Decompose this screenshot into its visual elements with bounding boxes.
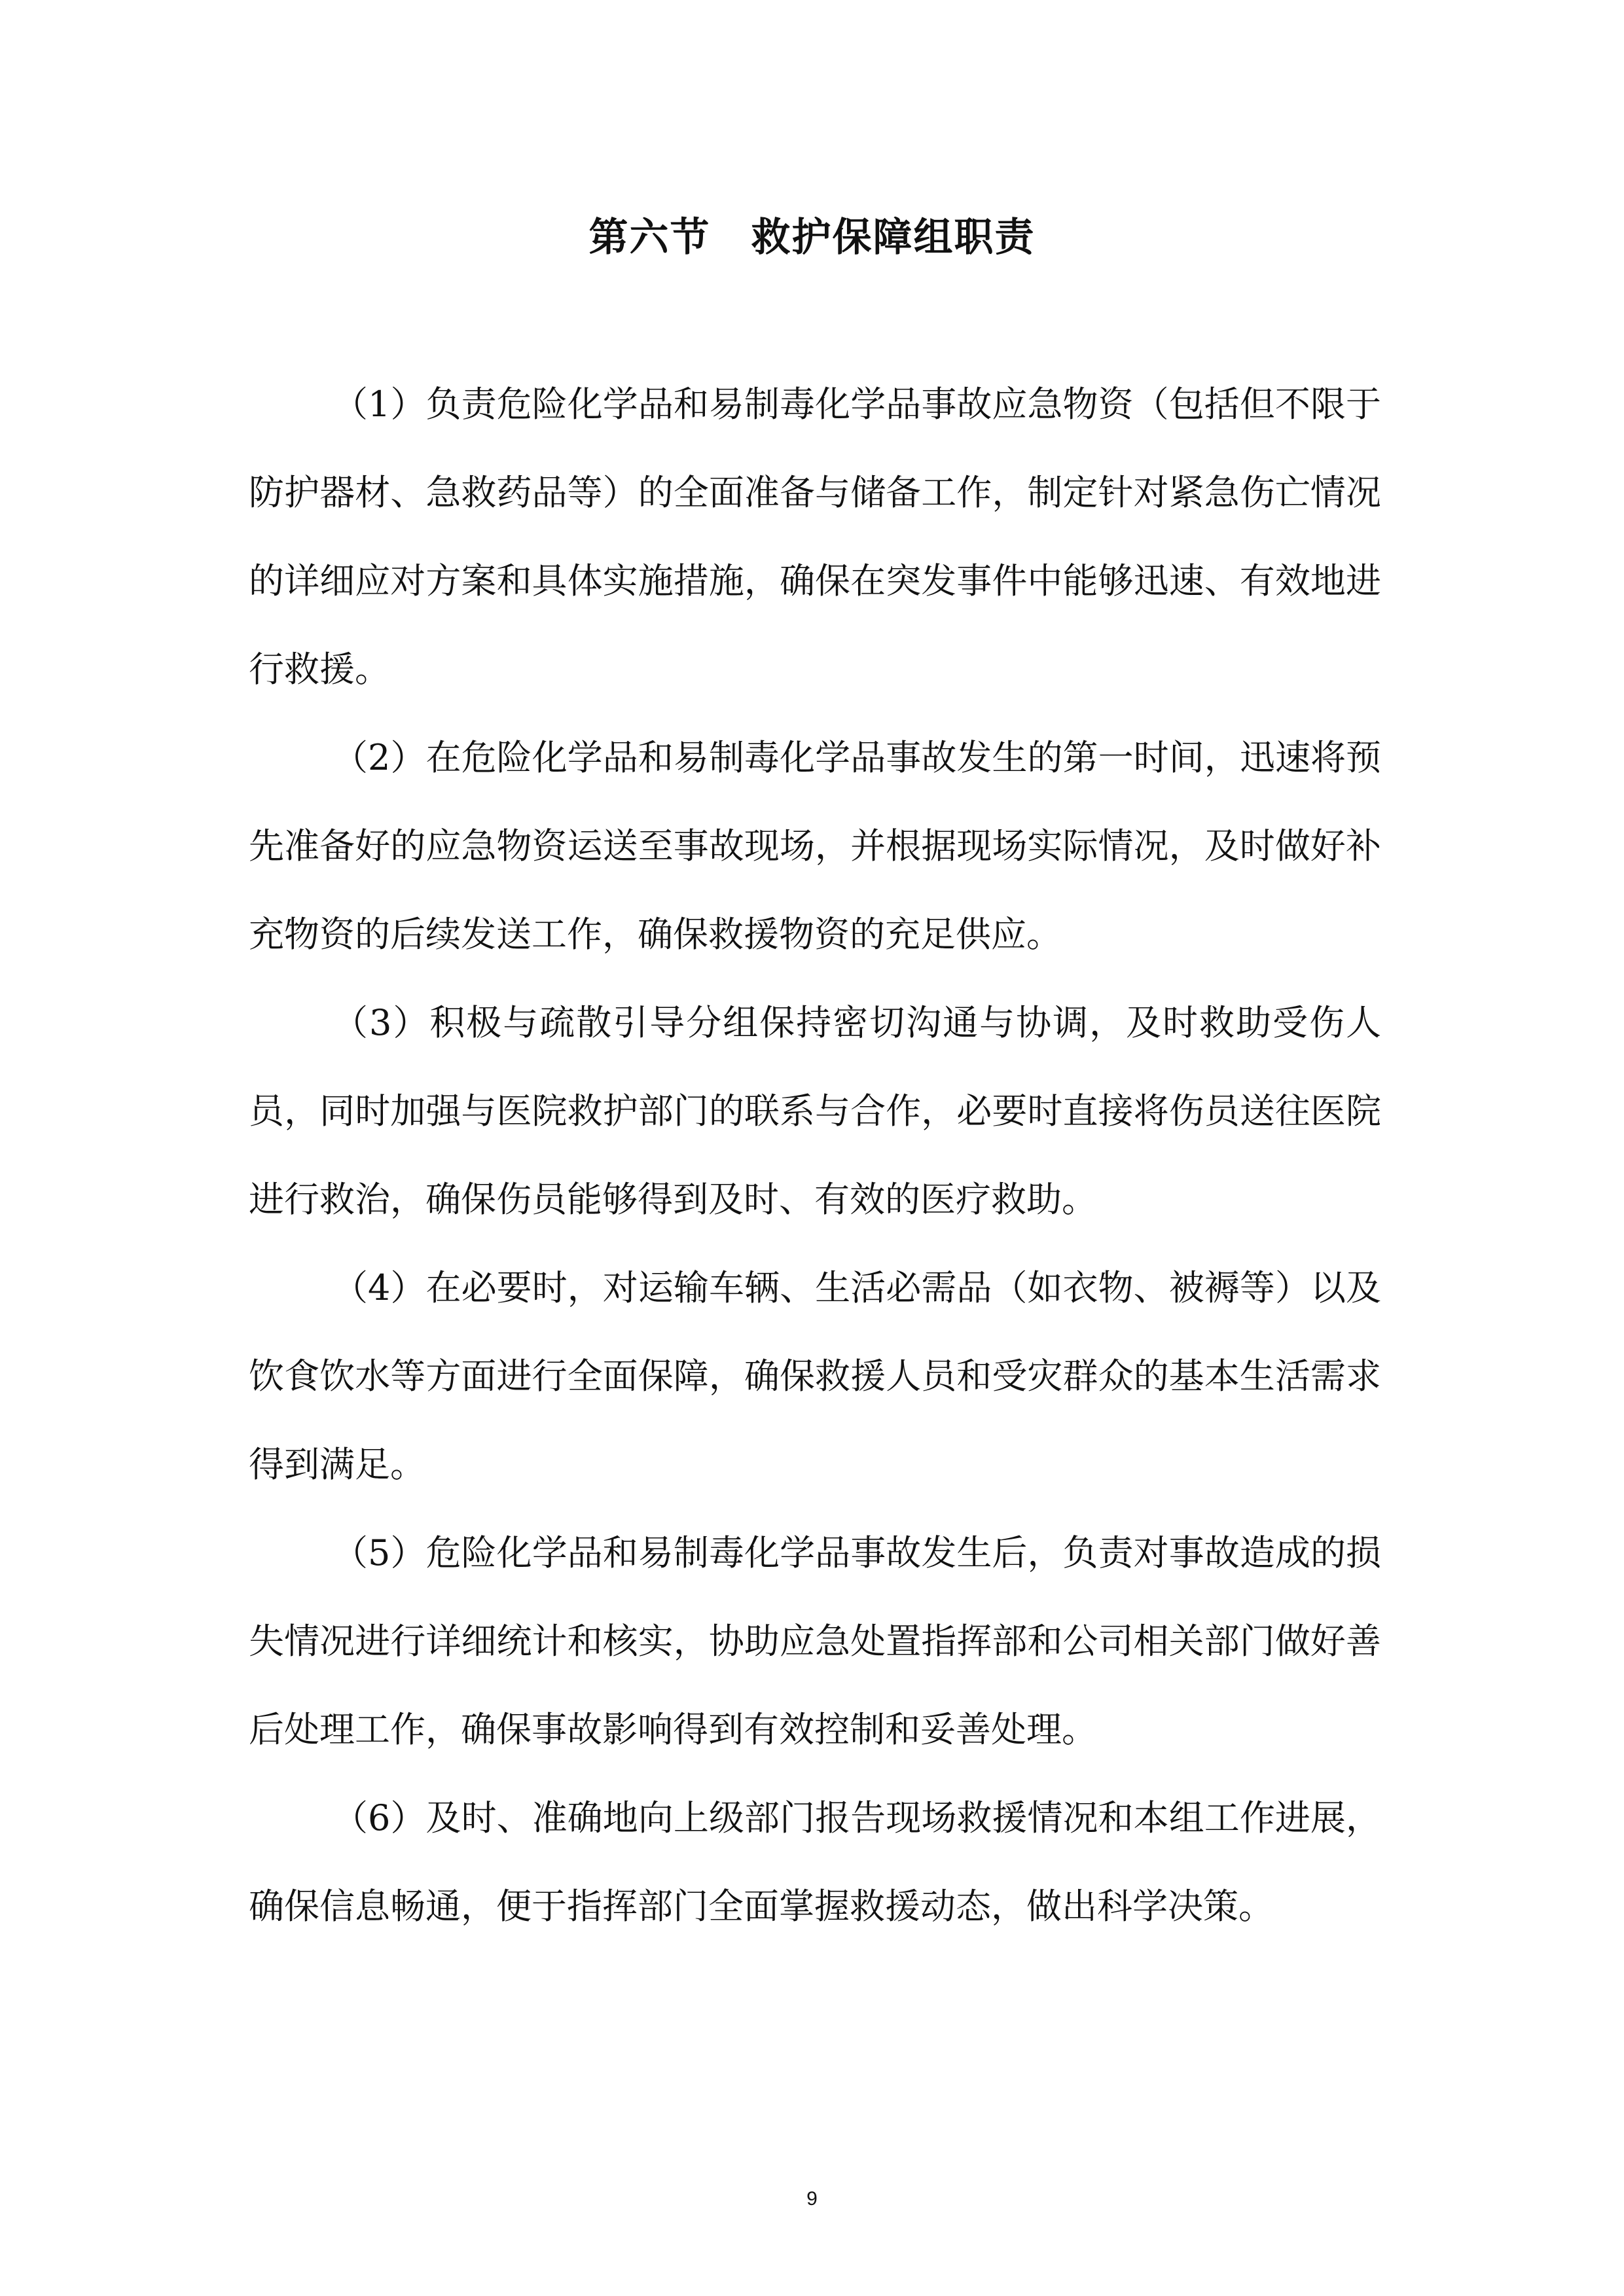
paragraph-1: （1）负责危险化学品和易制毒化学品事故应急物资（包括但不限于防护器材、急救药品等）的全面准备与储备工作，制定针对紧急伤亡情况的详细应对方案和具体实施措施，确保在突发事件中能够迅速、有效地进行救援。 bbox=[249, 384, 1381, 690]
paragraph-4: （4）在必要时，对运输车辆、生活必需品（如衣物、被褥等）以及饮食饮水等方面进行全面保障，确保救援人员和受灾群众的基本生活需求得到满足。 bbox=[249, 1267, 1381, 1485]
paragraph-2: （2）在危险化学品和易制毒化学品事故发生的第一时间，迅速将预先准备好的应急物资运送至事故现场，并根据现场实际情况，及时做好补充物资的后续发送工作，确保救援物资的充足供应。 bbox=[249, 737, 1381, 955]
section-title: 第六节 救护保障组职责 bbox=[588, 215, 1036, 260]
page-number: 9 bbox=[806, 2188, 818, 2210]
paragraph-6: （6）及时、准确地向上级部门报告现场救援情况和本组工作进展，确保信息畅通，便于指挥部门全面掌握救援动态，做出科学决策。 bbox=[249, 1797, 1381, 1927]
body-text bbox=[249, 360, 1381, 1950]
paragraph-3: （3）积极与疏散引导分组保持密切沟通与协调，及时救助受伤人员，同时加强与医院救护部门的联系与合作，必要时直接将伤员送往医院进行救治，确保伤员能够得到及时、有效的医疗救助。 bbox=[249, 1002, 1381, 1220]
paragraph-5: （5）危险化学品和易制毒化学品事故发生后，负责对事故造成的损失情况进行详细统计和核实，协助应急处置指挥部和公司相关部门做好善后处理工作，确保事故影响得到有效控制和妥善处理。 bbox=[249, 1532, 1381, 1750]
